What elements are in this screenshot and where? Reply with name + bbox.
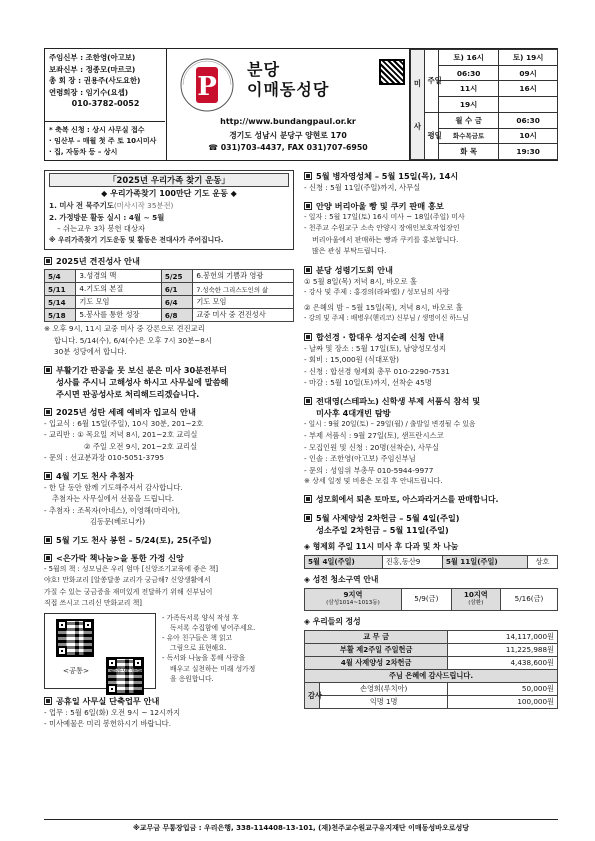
church-name: 이매동성당 <box>247 80 330 99</box>
campaign-box <box>44 170 294 250</box>
prayer-line: ② 은혜의 밤 – 5월 15일(목), 저녁 8시, 바오로 홀 <box>304 302 463 312</box>
bank-footer: ※교무금 무통장입금 : 우리은행, 338-114408-13-101, (재)천주교수원교구유지재단 이매동성바오로성당 <box>44 819 558 833</box>
ordination-line: - 부제 서품식 : 9월 27일(토), 샌프란시스코 <box>304 431 444 440</box>
campaign-subtitle: ◆ 우리가족찾기 100만단 기도 운동 ◆ <box>101 189 237 198</box>
weekday-label: 평일 <box>425 112 439 159</box>
book-guidance: - 가족독서록 양식 작성 후 독서록 수집함에 넣어주세요. - 유아 친구들은 책 읽고 그림으로 표현해요. - 독서와 나눔을 통해 사랑을 배우고 실천하는 미래 성가정 을 응원합니다. <box>162 613 256 683</box>
cleaning-table: 9지역 (삼성1014~1013동) 5/9(금) 10지역 (삼환) 5/16(금) <box>304 588 558 611</box>
header-box <box>44 48 558 161</box>
office-line: - 미사예물은 미리 봉헌하시기 바랍니다. <box>44 719 172 728</box>
mass-schedule <box>409 49 557 160</box>
church-info <box>167 49 409 160</box>
staff-row: 연령회장 : 임기수(요셉) <box>49 87 129 97</box>
address: 경기도 성남시 분당구 양현로 170 <box>229 131 347 140</box>
logo-title: 분당 <box>247 60 280 79</box>
right-column <box>304 170 558 709</box>
bakery-line: 버리아울에서 판매하는 빵과 쿠키를 홍보합니다. <box>312 235 459 244</box>
campaign-note: – 쉬는교우 3차 봉헌 대상자 <box>57 224 146 233</box>
pilgrimage-line: - 날짜 및 장소 : 5월 17일(토), 남양성모성지 <box>304 343 446 353</box>
bakery-line: - 천주교 수원교구 소속 안양시 장애인보호작업장인 <box>304 224 460 232</box>
section-title: 분당 성령기도회 안내 <box>304 264 558 276</box>
section-title: 성소주일 2차헌금 – 5월 11일(주일) <box>316 524 449 535</box>
staff-panel <box>45 49 167 160</box>
section-title: 2025년 견진성사 안내 <box>44 255 294 267</box>
section-title: ◈ 형제회 주일 11시 미사 후 다과 및 차 나눔 <box>304 541 459 551</box>
section-title: 합선경 · 합대우 성지순례 신청 안내 <box>304 331 558 343</box>
mass-table: 미 사 주일 토) 16시 토) 19시 06:30 09시 11시 16시 19시 평일 월 수 금 06:30 화수목금토 10시 화 목 19:30 <box>410 49 558 160</box>
website-link[interactable]: http://www.bundangpaul.or.kr <box>220 117 356 126</box>
angel-line: 추첨자는 사무실에서 선물을 드립니다. <box>52 494 175 503</box>
pilgrimage-line: - 회비 : 15,000원 (식대포함) <box>304 355 399 364</box>
section-title: 2025년 성탄 세례 예비자 입교식 안내 <box>44 406 294 418</box>
ordination-line: - 인솔 : 조한영(아고보) 주임신부님 <box>304 454 416 463</box>
bakery-line: - 일자 : 5월 17일(토) 16시 미사 ~ 18일(주일) 미사 <box>304 212 465 221</box>
office-line: - 업무 : 5월 6일(화) 오전 9시 ~ 12시까지 <box>44 707 181 717</box>
section-title: 전대영(스테파노) 신학생 부제 서품식 참석 및 <box>304 395 558 407</box>
offering-table: 교 무 금 14,117,000원 부활 제2주일 주일헌금 11,225,988원 4월 사제양성 2차헌금 4,438,600원 주님 은혜에 감사드립니다. 감사 손영희(루치아) 50,000원 익명 1명 100,000원 <box>304 630 558 709</box>
pilgrimage-line: - 신청 : 합선경 형제회 총무 010-2290-7531 <box>304 366 450 376</box>
section-title: 5월 사제양성 2차헌금 – 5월 4일(주일) <box>304 512 558 524</box>
angel-line: - 추첨자 : 조목자(아네스), 이영해(마리아), <box>44 505 181 515</box>
left-column <box>44 170 294 730</box>
staff-row: 총 회 장 : 권용주(사도요한) <box>49 76 141 85</box>
prayer-line: ① 5월 8일(목) 저녁 8시, 바오로 홀 <box>304 276 417 286</box>
sunday-label: 주일 <box>425 50 439 113</box>
sick-communion-line: - 신청 : 5월 11일(주일)까지, 사무실 <box>304 183 421 192</box>
section-title: 4월 기도 천사 추첨자 <box>44 470 294 482</box>
staff-row: 주임신부 : 조한영(아고보) <box>49 53 136 62</box>
confession-text: 성사를 주시니 고해성사 하시고 사무실에 말씀해 <box>56 376 229 387</box>
confirmation-table: 5/4 3.성경의 맥 5/25 6.봉헌의 기쁨과 영광 5/11 4.기도의 본질 6/1 7.성숙한 그리스도인의 삶 5/14 기도 모임 6/4 기도 모임 5/18 5.봉사를 통한 성장 6/8 교중 미사 중 견진성사 <box>44 269 294 322</box>
section-title: 안양 버리아울 빵 및 쿠키 판매 홍보 <box>304 200 558 212</box>
book-qr-area <box>44 613 294 693</box>
qr-label: <유아용> <box>109 665 143 675</box>
campaign-item: 1. 미사 전 묵주기도(미사시작 35분전) <box>49 201 174 210</box>
book-line: 직접 쓰시고 그리신 만화교리 책] <box>44 599 142 607</box>
section-title: 미사후 4대개빈 탐방 <box>316 407 391 418</box>
section-title: 공휴일 사무실 단축업무 안내 <box>44 695 294 707</box>
book-line: 가질 수 있는 궁금증을 재미있게 전달하기 위해 신부님이 <box>44 587 213 596</box>
qr-code-icon[interactable] <box>56 619 94 657</box>
bakery-line: 많은 관심 부탁드립니다. <box>312 247 387 255</box>
confirmation-note: 30분 성당에서 합니다. <box>54 347 127 356</box>
book-line: 야호! 만화교리 [알쏭달쏭 교리가 궁금해? 신앙생활에서 <box>44 576 211 584</box>
staff-phone: 010-3782-0052 <box>71 99 140 108</box>
angel-line: - 한 달 동안 함께 기도해주셔서 감사합니다. <box>44 482 183 492</box>
baptism-line: ② 주일 오전 9시, 201~2호 교리실 <box>84 441 198 451</box>
baptism-line: - 교리반 : ① 목요일 저녁 8시, 201~2호 교리실 <box>44 430 198 439</box>
qr-code-icon <box>379 59 405 85</box>
section-title: 부활기간 판공을 못 보신 분은 미사 30분전부터 <box>44 364 294 376</box>
tea-table: 5월 4일(주일) 진홍,동산9 5월 11일(주일) 상호 <box>304 555 558 569</box>
prayer-line: - 강의 및 주제 : 배병우(헨리코) 신부님 / 생명이신 하느님 <box>304 314 469 322</box>
ordination-line: - 모집인원 및 신청 : 20명(선착순), 사무실 <box>304 442 439 452</box>
staff-row: 보좌신부 : 정종모(마르코) <box>49 64 136 74</box>
angel-line: 김동문(베로니카) <box>90 517 146 526</box>
baptism-line: - 입교식 : 6월 15일(주일), 10시 30분, 201~2호 <box>44 418 204 428</box>
section-title: ◈ 성전 청소구역 안내 <box>304 574 379 584</box>
qr-label: <공통> <box>62 665 90 675</box>
section-title: 성모회에서 퇴촌 토마토, 아스파라거스를 판매합니다. <box>304 494 558 506</box>
confession-text: 주시면 판공성사로 처리해드리겠습니다. <box>56 388 200 399</box>
book-line: - 5월의 책 : 성모님은 우리 엄마 [신앙조기교육에 좋은 책] <box>44 564 219 573</box>
section-title: 5월 기도 천사 봉헌 – 5/24(토), 25(주일) <box>44 534 294 546</box>
ordination-line: ※ 상세 일정 및 비용은 모집 후 안내드립니다. <box>304 477 443 485</box>
church-logo-icon <box>173 55 241 115</box>
baptism-line: - 문의 : 선교분과장 010-5051-3795 <box>44 453 165 462</box>
campaign-footer: ※ 우리가족찾기 기도운동 및 활동은 전대사가 주어집니다. <box>49 235 224 244</box>
campaign-item: 2. 가정방문 활동 실시 : 4월 ~ 5월 <box>49 212 165 222</box>
campaign-title: 「2025년 우리가족 찾기 운동」 <box>49 173 289 187</box>
section-title: <은가락 책나눔>을 통한 가정 신앙 <box>44 552 294 564</box>
ordination-line: - 문의 : 성임위 부총무 010-5944-9977 <box>304 465 434 475</box>
prayer-line: - 강사 및 주제 : 홍경의(라파엘) / 성모님의 사랑 <box>304 288 450 296</box>
svg-text:P: P <box>197 72 217 102</box>
confirmation-note: ※ 오후 9시, 11시 교중 미사 중 강론으로 견진교리 <box>44 324 205 333</box>
pilgrimage-line: - 마감 : 5월 10일(토)까지, 선착순 45명 <box>304 378 432 387</box>
section-title: ◈ 우리들의 정성 <box>304 616 361 626</box>
ordination-line: - 일시 : 9월 20일(토) – 29일(월) / 출발일 변경될 수 있음 <box>304 419 476 428</box>
section-title: 5월 병자영성체 – 5월 15일(목), 14시 <box>304 170 558 182</box>
blessing-notes: * 축복 신청 : 상시 사무실 접수 · 임산부 – 매월 첫 주 토 10시미사 · 집, 자동차 등 – 상시 <box>45 121 165 161</box>
confirmation-note: 합니다. 5/14(수), 6/4(수)은 오후 7시 30분~8시 <box>54 335 212 345</box>
phone-fax: ☎ 031)703-4437, FAX 031)707-6950 <box>208 143 368 152</box>
